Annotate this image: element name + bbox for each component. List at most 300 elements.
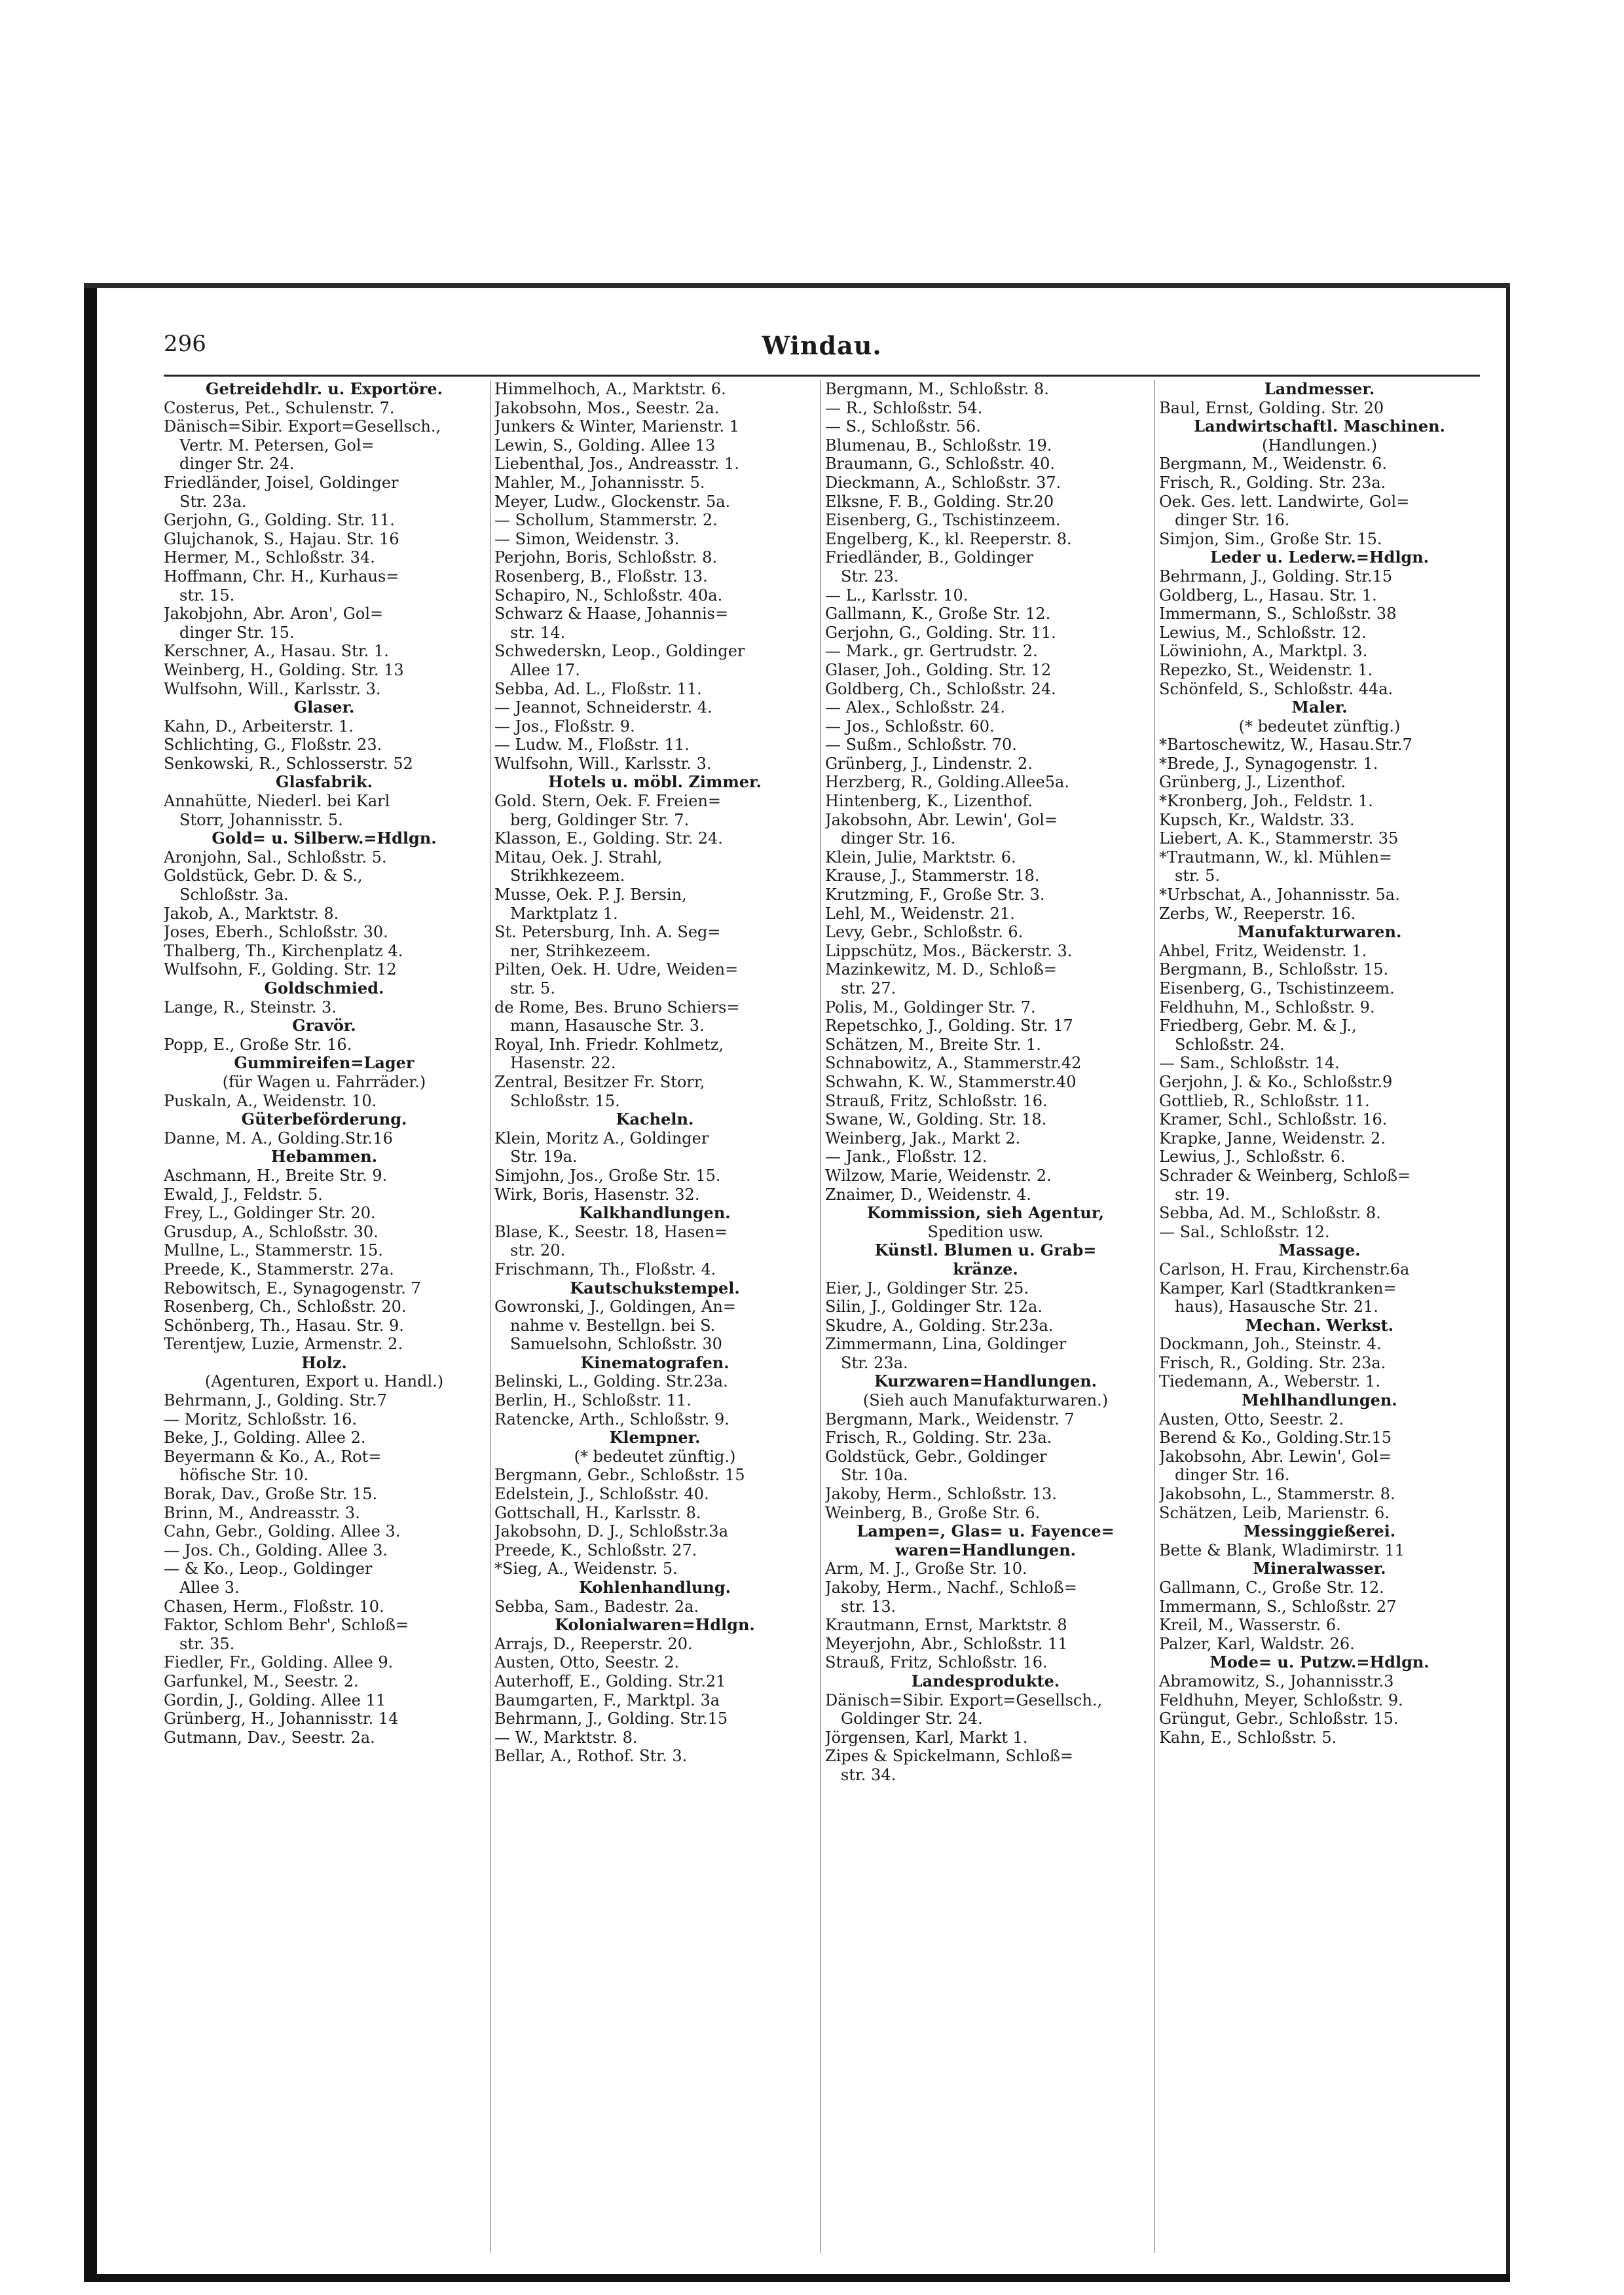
- directory-entry: Blumenau, B., Schloßstr. 19.: [825, 436, 1052, 455]
- entry-continuation: Str. 23.: [841, 567, 899, 586]
- entry-continuation: str. 15.: [179, 586, 235, 605]
- directory-entry: Cahn, Gebr., Golding. Allee 3.: [164, 1522, 401, 1541]
- directory-entry: Frey, L., Goldinger Str. 20.: [164, 1204, 376, 1223]
- entry-continuation: Storr, Johannisstr. 5.: [179, 810, 343, 829]
- directory-entry: Grünberg, H., Johannisstr. 14: [164, 1709, 399, 1728]
- directory-entry: Herzberg, R., Golding.Allee5a.: [825, 773, 1069, 792]
- directory-entry: Garfunkel, M., Seestr. 2.: [164, 1671, 359, 1690]
- entry-continuation: str. 27.: [841, 979, 896, 998]
- directory-entry: Preede, K., Schloßstr. 27.: [494, 1540, 697, 1559]
- entry-continuation: dinger Str. 24.: [179, 455, 295, 474]
- directory-entry: Senkowski, R., Schlosserstr. 52: [164, 754, 413, 773]
- directory-entry: — R., Schloßstr. 54.: [825, 398, 983, 417]
- directory-entry: — Jos., Schloßstr. 60.: [825, 717, 995, 736]
- directory-entry: Faktor, Schlom Behr', Schloß=: [164, 1616, 409, 1635]
- directory-entry: Goldstück, Gebr., Goldinger: [825, 1447, 1047, 1466]
- directory-entry: Lewin, S., Golding. Allee 13: [494, 436, 716, 455]
- directory-entry: Krause, J., Stammerstr. 18.: [825, 867, 1040, 886]
- directory-entry: — Jank., Floßstr. 12.: [825, 1148, 987, 1166]
- directory-entry: Schrader & Weinberg, Schloß=: [1159, 1166, 1411, 1185]
- column-3: [825, 380, 1146, 2253]
- category-heading: Künstl. Blumen u. Grab=: [874, 1241, 1097, 1260]
- directory-entry: Krapke, Janne, Weidenstr. 2.: [1159, 1129, 1386, 1148]
- directory-entry: Kreil, M., Wasserstr. 6.: [1159, 1616, 1341, 1635]
- directory-entry: Liebert, A. K., Stammerstr. 35: [1159, 829, 1399, 848]
- directory-entry: Behrmann, J., Golding. Str.15: [1159, 567, 1393, 586]
- directory-entry: Zentral, Besitzer Fr. Storr,: [494, 1072, 705, 1091]
- directory-entry: Schwederskn, Leop., Goldinger: [494, 642, 745, 661]
- category-heading: Mineralwasser.: [1253, 1559, 1386, 1578]
- category-heading: Kalkhandlungen.: [579, 1204, 731, 1223]
- entry-continuation: Schloßstr. 3a.: [179, 886, 289, 905]
- category-heading: Kacheln.: [616, 1110, 694, 1129]
- directory-entry: Weinberg, Jak., Markt 2.: [825, 1129, 1021, 1148]
- directory-entry: Puskaln, A., Weidenstr. 10.: [164, 1091, 377, 1110]
- category-heading: Landmesser.: [1264, 380, 1375, 398]
- directory-entry: Gerjohn, J. & Ko., Schloßstr.9: [1159, 1072, 1393, 1091]
- directory-entry: — Jos., Floßstr. 9.: [494, 717, 635, 736]
- directory-entry: — Sal., Schloßstr. 12.: [1159, 1222, 1330, 1241]
- directory-entry: Kahn, D., Arbeiterstr. 1.: [164, 717, 354, 736]
- column-1: [164, 380, 485, 2253]
- directory-entry: Zerbs, W., Reeperstr. 16.: [1159, 904, 1356, 923]
- column-4: [1159, 380, 1480, 2253]
- directory-entry: Aronjohn, Sal., Schloßstr. 5.: [164, 848, 387, 867]
- directory-entry: Immermann, S., Schloßstr. 27: [1159, 1597, 1397, 1616]
- directory-entry: Costerus, Pet., Schulenstr. 7.: [164, 398, 395, 417]
- directory-entry: Schapiro, N., Schloßstr. 40a.: [494, 586, 723, 605]
- directory-entry: Jakobsohn, Abr. Lewin', Gol=: [825, 810, 1058, 829]
- directory-entry: Glaser, Joh., Golding. Str. 12: [825, 660, 1052, 679]
- directory-entry: Chasen, Herm., Floßstr. 10.: [164, 1597, 384, 1616]
- category-heading: Klempner.: [609, 1428, 701, 1447]
- directory-entry: Palzer, Karl, Waldstr. 26.: [1159, 1634, 1355, 1653]
- category-heading: Getreidehdlr. u. Exportöre.: [206, 380, 443, 398]
- category-heading: Landesprodukte.: [911, 1671, 1060, 1690]
- category-heading: Mechan. Werkst.: [1245, 1316, 1394, 1335]
- directory-entry: Gallmann, K., Große Str. 12.: [825, 605, 1051, 624]
- directory-entry: Gallmann, C., Große Str. 12.: [1159, 1578, 1384, 1597]
- directory-entry: Jakobsohn, Mos., Seestr. 2a.: [494, 398, 720, 417]
- directory-entry: Weinberg, B., Große Str. 6.: [825, 1503, 1041, 1522]
- directory-entry: — Jos. Ch., Golding. Allee 3.: [164, 1540, 388, 1559]
- directory-entry: Bergmann, M., Weidenstr. 6.: [1159, 455, 1387, 474]
- directory-entry: Behrmann, J., Golding. Str.15: [494, 1709, 728, 1728]
- entry-continuation: str. 34.: [841, 1765, 896, 1784]
- directory-entry: Royal, Inh. Friedr. Kohlmetz,: [494, 1035, 724, 1054]
- directory-entry: Sebba, Sam., Badestr. 2a.: [494, 1597, 699, 1616]
- category-note: (* bedeutet zünftig.): [574, 1447, 736, 1466]
- directory-entry: Strauß, Fritz, Schloßstr. 16.: [825, 1091, 1048, 1110]
- directory-entry: Pilten, Oek. H. Udre, Weiden=: [494, 960, 739, 979]
- directory-entry: Goldberg, Ch., Schloßstr. 24.: [825, 679, 1056, 698]
- directory-entry: Friedländer, Joisel, Goldinger: [164, 473, 399, 492]
- directory-entry: — Alex., Schloßstr. 24.: [825, 698, 1005, 717]
- directory-entry: — Ludw. M., Floßstr. 11.: [494, 736, 690, 755]
- directory-entry: Preede, K., Stammerstr. 27a.: [164, 1259, 394, 1278]
- entry-continuation: str. 35.: [179, 1634, 235, 1653]
- directory-entry: Weinberg, H., Golding. Str. 13: [164, 660, 404, 679]
- directory-entry: Arrajs, D., Reeperstr. 20.: [494, 1634, 693, 1653]
- entry-continuation: Samuelsohn, Schloßstr. 30: [510, 1335, 722, 1354]
- directory-entry: Goldstück, Gebr. D. & S.,: [164, 867, 363, 886]
- directory-entry: Elksne, F. B., Golding. Str.20: [825, 492, 1054, 511]
- directory-entry: Dänisch=Sibir. Export=Gesellsch.,: [164, 417, 441, 436]
- directory-entry: Austen, Otto, Seestr. 2.: [494, 1653, 680, 1672]
- directory-entry: Gordin, J., Golding. Allee 11: [164, 1690, 386, 1709]
- category-heading: Kommission, sieh Agentur,: [866, 1204, 1105, 1223]
- directory-entry: Meyer, Ludw., Glockenstr. 5a.: [494, 492, 731, 511]
- directory-entry: Hintenberg, K., Lizenthof.: [825, 792, 1033, 811]
- directory-entry: Aschmann, H., Breite Str. 9.: [164, 1166, 388, 1185]
- category-note: (Sieh auch Manufakturwaren.): [862, 1391, 1109, 1410]
- directory-entry: Dieckmann, A., Schloßstr. 37.: [825, 473, 1061, 492]
- directory-entry: Bette & Blank, Wladimirstr. 11: [1159, 1540, 1405, 1559]
- directory-entry: — L., Karlsstr. 10.: [825, 586, 969, 605]
- directory-entry: Eier, J., Goldinger Str. 25.: [825, 1278, 1029, 1297]
- entry-continuation: Str. 23a.: [179, 492, 247, 511]
- directory-entry: Bergmann, M., Schloßstr. 8.: [825, 380, 1049, 398]
- page-edge-left: [84, 288, 97, 2279]
- category-note: (Agenturen, Export u. Handl.): [204, 1372, 444, 1391]
- entry-continuation: Allee 17.: [510, 660, 580, 679]
- entry-continuation: dinger Str. 15.: [179, 623, 295, 642]
- category-note: (Handlungen.): [1261, 436, 1378, 455]
- category-note: (für Wagen u. Fahrräder.): [222, 1072, 426, 1091]
- directory-entry: Beyermann & Ko., A., Rot=: [164, 1447, 382, 1466]
- directory-entry: Popp, E., Große Str. 16.: [164, 1035, 352, 1054]
- directory-entry: Krutzming, F., Große Str. 3.: [825, 886, 1045, 905]
- directory-entry: Annahütte, Niederl. bei Karl: [164, 792, 390, 811]
- directory-entry: Beke, J., Golding. Allee 2.: [164, 1428, 366, 1447]
- directory-entry: Znaimer, D., Weidenstr. 4.: [825, 1185, 1032, 1204]
- directory-entry: Terentjew, Luzie, Armenstr. 2.: [164, 1335, 403, 1354]
- directory-entry: Friedländer, B., Goldinger: [825, 548, 1033, 567]
- category-heading: Holz.: [301, 1353, 347, 1372]
- directory-entry: Bergmann, B., Schloßstr. 15.: [1159, 960, 1389, 979]
- category-heading: Massage.: [1278, 1241, 1361, 1260]
- directory-entry: Kramer, Schl., Schloßstr. 16.: [1159, 1110, 1388, 1129]
- directory-entry: *Urbschat, A., Johannisstr. 5a.: [1159, 886, 1400, 905]
- directory-entry: Schätzen, Leib, Marienstr. 6.: [1159, 1503, 1390, 1522]
- directory-entry: Gerjohn, G., Golding. Str. 11.: [164, 511, 395, 530]
- directory-columns: [164, 380, 1480, 2253]
- directory-entry: Polis, M., Goldinger Str. 7.: [825, 998, 1036, 1017]
- entry-continuation: Allee 3.: [179, 1578, 240, 1597]
- page-edge-top: [84, 283, 1510, 288]
- entry-continuation: Marktplatz 1.: [510, 904, 618, 923]
- directory-entry: Danne, M. A., Golding.Str.16: [164, 1129, 393, 1148]
- directory-entry: Glujchanok, S., Hajau. Str. 16: [164, 529, 399, 548]
- category-heading: Glasfabrik.: [275, 773, 373, 792]
- directory-entry: Silin, J., Goldinger Str. 12a.: [825, 1297, 1043, 1316]
- directory-entry: Gutmann, Dav., Seestr. 2a.: [164, 1728, 375, 1747]
- directory-entry: Lewius, M., Schloßstr. 12.: [1159, 623, 1367, 642]
- directory-entry: Grusdup, A., Schloßstr. 30.: [164, 1222, 378, 1241]
- directory-entry: *Trautmann, W., kl. Mühlen=: [1159, 848, 1392, 867]
- category-heading: Mehlhandlungen.: [1242, 1391, 1397, 1410]
- directory-entry: Wilzow, Marie, Weidenstr. 2.: [825, 1166, 1052, 1185]
- directory-entry: Wirk, Boris, Hasenstr. 32.: [494, 1185, 700, 1204]
- directory-entry: Musse, Oek. P. J. Bersin,: [494, 886, 687, 905]
- directory-entry: Lange, R., Steinstr. 3.: [164, 998, 337, 1017]
- category-heading: Hebammen.: [270, 1148, 378, 1166]
- directory-entry: Himmelhoch, A., Marktstr. 6.: [494, 380, 726, 398]
- directory-entry: Frisch, R., Golding. Str. 23a.: [1159, 1353, 1386, 1372]
- directory-entry: *Kronberg, Joh., Feldstr. 1.: [1159, 792, 1373, 811]
- directory-entry: Frisch, R., Golding. Str. 23a.: [1159, 473, 1386, 492]
- directory-entry: Kupsch, Kr., Waldstr. 33.: [1159, 810, 1355, 829]
- directory-entry: Bellar, A., Rothof. Str. 3.: [494, 1747, 688, 1766]
- directory-entry: Lehl, M., Weidenstr. 21.: [825, 904, 1015, 923]
- directory-entry: Gold. Stern, Oek. F. Freien=: [494, 792, 722, 811]
- entry-continuation: str. 20.: [510, 1241, 566, 1260]
- page-edge-right: [1506, 288, 1510, 2279]
- directory-entry: Jakob, A., Marktstr. 8.: [164, 904, 339, 923]
- entry-continuation: höfische Str. 10.: [179, 1466, 309, 1485]
- directory-entry: Jakobsohn, L., Stammerstr. 8.: [1159, 1485, 1395, 1504]
- directory-entry: Jakobsohn, Abr. Lewin', Gol=: [1159, 1447, 1392, 1466]
- directory-entry: Gottlieb, R., Schloßstr. 11.: [1159, 1091, 1370, 1110]
- entry-continuation: Str. 23a.: [841, 1353, 908, 1372]
- directory-entry: Schlichting, G., Floßstr. 23.: [164, 736, 382, 755]
- directory-entry: Schwarz & Haase, Johannis=: [494, 605, 729, 624]
- directory-entry: Klein, Moritz A., Goldinger: [494, 1129, 709, 1148]
- entry-continuation: Str. 10a.: [841, 1466, 908, 1485]
- directory-entry: Oek. Ges. lett. Landwirte, Gol=: [1159, 492, 1410, 511]
- directory-entry: Liebenthal, Jos., Andreasstr. 1.: [494, 455, 739, 474]
- directory-entry: Wulfsohn, F., Golding. Str. 12: [164, 960, 397, 979]
- entry-continuation: str. 13.: [841, 1597, 896, 1616]
- directory-entry: Sebba, Ad. M., Schloßstr. 8.: [1159, 1204, 1381, 1223]
- running-head: Windau.: [762, 331, 882, 360]
- directory-entry: Frisch, R., Golding. Str. 23a.: [825, 1428, 1052, 1447]
- directory-entry: Kahn, E., Schloßstr. 5.: [1159, 1728, 1337, 1747]
- directory-entry: Schönberg, Th., Hasau. Str. 9.: [164, 1316, 404, 1335]
- directory-entry: Carlson, H. Frau, Kirchenstr.6a: [1159, 1259, 1410, 1278]
- directory-entry: Jakoby, Herm., Nachf., Schloß=: [825, 1578, 1077, 1597]
- directory-entry: Strauß, Fritz, Schloßstr. 16.: [825, 1653, 1048, 1672]
- directory-entry: Lewius, J., Schloßstr. 6.: [1159, 1148, 1346, 1166]
- directory-entry: Austen, Otto, Seestr. 2.: [1159, 1409, 1344, 1428]
- category-heading: Gold= u. Silberw.=Hdlgn.: [212, 829, 437, 848]
- directory-entry: Belinski, L., Golding. Str.23a.: [494, 1372, 728, 1391]
- category-heading: Hotels u. möbl. Zimmer.: [548, 773, 762, 792]
- directory-entry: de Rome, Bes. Bruno Schiers=: [494, 998, 740, 1017]
- directory-entry: Abramowitz, S., Johannisstr.3: [1159, 1671, 1394, 1690]
- category-heading: Manufakturwaren.: [1237, 923, 1402, 942]
- directory-entry: Eisenberg, G., Tschistinzeem.: [825, 511, 1061, 530]
- directory-entry: *Brede, J., Synagogenstr. 1.: [1159, 754, 1378, 773]
- directory-entry: Löwiniohn, A., Marktpl. 3.: [1159, 642, 1368, 661]
- page-header: [164, 331, 1480, 370]
- directory-entry: Friedberg, Gebr. M. & J.,: [1159, 1017, 1357, 1036]
- directory-entry: Lippschütz, Mos., Bäckerstr. 3.: [825, 941, 1073, 960]
- directory-entry: Skudre, A., Golding. Str.23a.: [825, 1316, 1054, 1335]
- entry-continuation: str. 5.: [1175, 867, 1220, 886]
- category-heading: Kohlenhandlung.: [578, 1578, 731, 1597]
- entry-continuation: Str. 19a.: [510, 1148, 578, 1166]
- directory-entry: — Mark., gr. Gertrudstr. 2.: [825, 642, 1038, 661]
- entry-continuation: dinger Str. 16.: [841, 829, 956, 848]
- directory-entry: Baul, Ernst, Golding. Str. 20: [1159, 398, 1384, 417]
- page-edge-bottom: [84, 2274, 1510, 2282]
- entry-continuation: ner, Strihkezeem.: [510, 941, 651, 960]
- directory-entry: — Sam., Schloßstr. 14.: [1159, 1054, 1340, 1073]
- directory-entry: Sebba, Ad. L., Floßstr. 11.: [494, 679, 702, 698]
- directory-entry: Rosenberg, B., Floßstr. 13.: [494, 567, 708, 586]
- directory-entry: — Sußm., Schloßstr. 70.: [825, 736, 1017, 755]
- page-number: 296: [164, 331, 206, 357]
- directory-entry: — W., Marktstr. 8.: [494, 1728, 638, 1747]
- directory-entry: Berlin, H., Schloßstr. 11.: [494, 1391, 692, 1410]
- directory-entry: Rosenberg, Ch., Schloßstr. 20.: [164, 1297, 407, 1316]
- directory-entry: Baumgarten, F., Marktpl. 3a: [494, 1690, 720, 1709]
- entry-continuation: Schloßstr. 15.: [510, 1091, 620, 1110]
- category-heading: Mode= u. Putzw.=Hdlgn.: [1209, 1653, 1430, 1672]
- entry-continuation: berg, Goldinger Str. 7.: [510, 810, 690, 829]
- category-heading: Kolonialwaren=Hdlgn.: [555, 1616, 755, 1635]
- directory-entry: Fiedler, Fr., Golding. Allee 9.: [164, 1653, 394, 1672]
- entry-continuation: Goldinger Str. 24.: [841, 1709, 983, 1728]
- category-heading: waren=Handlungen.: [895, 1540, 1076, 1559]
- directory-entry: — Schollum, Stammerstr. 2.: [494, 511, 718, 530]
- directory-entry: Mazinkewitz, M. D., Schloß=: [825, 960, 1057, 979]
- directory-entry: Gottschall, H., Karlsstr. 8.: [494, 1503, 701, 1522]
- directory-entry: *Bartoschewitz, W., Hasau.Str.7: [1159, 736, 1412, 755]
- directory-entry: Klein, Julie, Marktstr. 6.: [825, 848, 1016, 867]
- category-heading: Messinggießerei.: [1243, 1522, 1396, 1541]
- category-heading: Maler.: [1291, 698, 1348, 717]
- directory-entry: Kamper, Karl (Stadtkranken=: [1159, 1278, 1397, 1297]
- directory-entry: Kerschner, A., Hasau. Str. 1.: [164, 642, 389, 661]
- directory-entry: Bergmann, Mark., Weidenstr. 7: [825, 1409, 1075, 1428]
- directory-entry: Perjohn, Boris, Schloßstr. 8.: [494, 548, 718, 567]
- directory-entry: Mahler, M., Johannisstr. 5.: [494, 473, 705, 492]
- directory-entry: Frischmann, Th., Floßstr. 4.: [494, 1259, 716, 1278]
- directory-entry: Wulfsohn, Will., Karlsstr. 3.: [494, 754, 712, 773]
- directory-entry: Krautmann, Ernst, Marktstr. 8: [825, 1616, 1067, 1635]
- directory-entry: Mitau, Oek. J. Strahl,: [494, 848, 663, 867]
- entry-continuation: haus), Hasausche Str. 21.: [1175, 1297, 1378, 1316]
- entry-continuation: Hasenstr. 22.: [510, 1054, 616, 1073]
- directory-entry: Jakobsohn, D. J., Schloßstr.3a: [494, 1522, 729, 1541]
- directory-entry: Immermann, S., Schloßstr. 38: [1159, 605, 1397, 624]
- category-heading: Lampen=, Glas= u. Fayence=: [857, 1522, 1115, 1541]
- directory-entry: — Simon, Weidenstr. 3.: [494, 529, 680, 548]
- directory-entry: Arm, M. J., Große Str. 10.: [825, 1559, 1027, 1578]
- directory-entry: Ratencke, Arth., Schloßstr. 9.: [494, 1409, 729, 1428]
- column-2: [494, 380, 815, 2253]
- directory-entry: Mullne, L., Stammerstr. 15.: [164, 1241, 383, 1260]
- category-heading: Kautschukstempel.: [570, 1278, 740, 1297]
- category-heading: Kurzwaren=Handlungen.: [874, 1372, 1098, 1391]
- directory-entry: *Sieg, A., Weidenstr. 5.: [494, 1559, 678, 1578]
- directory-entry: St. Petersburg, Inh. A. Seg=: [494, 923, 721, 942]
- directory-entry: Ahbel, Fritz, Weidenstr. 1.: [1159, 941, 1367, 960]
- directory-entry: Simjohn, Jos., Große Str. 15.: [494, 1166, 721, 1185]
- directory-entry: Dockmann, Joh., Steinstr. 4.: [1159, 1335, 1382, 1354]
- category-note: (* bedeutet zünftig.): [1238, 717, 1401, 736]
- entry-continuation: Strikhkezeem.: [510, 867, 625, 886]
- directory-entry: Schönfeld, S., Schloßstr. 44a.: [1159, 679, 1393, 698]
- directory-entry: Hermer, M., Schloßstr. 34.: [164, 548, 375, 567]
- category-heading: Gummireifen=Lager: [234, 1054, 415, 1073]
- directory-entry: Repetschko, J., Golding. Str. 17: [825, 1017, 1073, 1036]
- directory-entry: Feldhuhn, M., Schloßstr. 9.: [1159, 998, 1375, 1017]
- directory-entry: Zipes & Spickelmann, Schloß=: [825, 1747, 1074, 1766]
- directory-entry: Hoffmann, Chr. H., Kurhaus=: [164, 567, 399, 586]
- directory-entry: Rebowitsch, E., Synagogenstr. 7: [164, 1278, 421, 1297]
- directory-entry: Zimmermann, Lina, Goldinger: [825, 1335, 1067, 1354]
- category-heading: Güterbeförderung.: [241, 1110, 407, 1129]
- directory-entry: Schätzen, M., Breite Str. 1.: [825, 1035, 1041, 1054]
- directory-entry: Brinn, M., Andreasstr. 3.: [164, 1503, 360, 1522]
- entry-continuation: Schloßstr. 24.: [1175, 1035, 1285, 1054]
- directory-entry: Engelberg, K., kl. Reeperstr. 8.: [825, 529, 1072, 548]
- directory-entry: Klasson, E., Golding. Str. 24.: [494, 829, 723, 848]
- directory-entry: Jakoby, Herm., Schloßstr. 13.: [825, 1485, 1057, 1504]
- category-note: Spedition usw.: [927, 1222, 1044, 1241]
- directory-entry: Jörgensen, Karl, Markt 1.: [825, 1728, 1028, 1747]
- directory-entry: Gerjohn, G., Golding. Str. 11.: [825, 623, 1056, 642]
- category-heading: Goldschmied.: [264, 979, 384, 998]
- entry-continuation: dinger Str. 16.: [1175, 511, 1290, 530]
- directory-entry: Grünberg, J., Lizenthof.: [1159, 773, 1346, 792]
- entry-continuation: str. 19.: [1175, 1185, 1230, 1204]
- directory-entry: Feldhuhn, Meyer, Schloßstr. 9.: [1159, 1690, 1403, 1709]
- category-heading: Glaser.: [293, 698, 355, 717]
- directory-entry: — & Ko., Leop., Goldinger: [164, 1559, 373, 1578]
- directory-entry: Levy, Gebr., Schloßstr. 6.: [825, 923, 1024, 942]
- directory-entry: Schnabowitz, A., Stammerstr.42: [825, 1054, 1082, 1073]
- entry-continuation: nahme v. Bestellgn. bei S.: [510, 1316, 716, 1335]
- directory-entry: Jakobjohn, Abr. Aron', Gol=: [164, 605, 384, 624]
- directory-entry: Simjon, Sim., Große Str. 15.: [1159, 529, 1382, 548]
- directory-entry: Tiedemann, A., Weberstr. 1.: [1159, 1372, 1380, 1391]
- directory-entry: Grüngut, Gebr., Schloßstr. 15.: [1159, 1709, 1399, 1728]
- directory-entry: Meyerjohn, Abr., Schloßstr. 11: [825, 1634, 1068, 1653]
- directory-entry: Blase, K., Seestr. 18, Hasen=: [494, 1222, 728, 1241]
- directory-entry: Grünberg, J., Lindenstr. 2.: [825, 754, 1033, 773]
- entry-continuation: str. 14.: [510, 623, 566, 642]
- category-heading: Kinematografen.: [580, 1353, 729, 1372]
- directory-entry: Edelstein, J., Schloßstr. 40.: [494, 1485, 709, 1504]
- directory-entry: Goldberg, L., Hasau. Str. 1.: [1159, 586, 1377, 605]
- directory-entry: Borak, Dav., Große Str. 15.: [164, 1485, 378, 1504]
- category-heading: Leder u. Lederw.=Hdlgn.: [1209, 548, 1430, 567]
- directory-entry: Thalberg, Th., Kirchenplatz 4.: [164, 941, 403, 960]
- entry-continuation: str. 5.: [510, 979, 555, 998]
- directory-entry: Junkers & Winter, Marienstr. 1: [494, 417, 740, 436]
- category-heading: Landwirtschaftl. Maschinen.: [1194, 417, 1445, 436]
- directory-entry: Braumann, G., Schloßstr. 40.: [825, 455, 1056, 474]
- category-heading: kränze.: [953, 1259, 1018, 1278]
- entry-continuation: dinger Str. 16.: [1175, 1466, 1290, 1485]
- directory-entry: Joses, Eberh., Schloßstr. 30.: [164, 923, 388, 942]
- directory-entry: Gowronski, J., Goldingen, An=: [494, 1297, 736, 1316]
- directory-entry: — S., Schloßstr. 56.: [825, 417, 981, 436]
- directory-entry: Behrmann, J., Golding. Str.7: [164, 1391, 387, 1410]
- directory-entry: Auterhoff, E., Golding. Str.21: [494, 1671, 726, 1690]
- directory-entry: — Jeannot, Schneiderstr. 4.: [494, 698, 712, 717]
- directory-entry: Eisenberg, G., Tschistinzeem.: [1159, 979, 1395, 998]
- directory-entry: Berend & Ko., Golding.Str.15: [1159, 1428, 1392, 1447]
- directory-entry: Schwahn, K. W., Stammerstr.40: [825, 1072, 1077, 1091]
- entry-continuation: Vertr. M. Petersen, Gol=: [179, 436, 375, 455]
- directory-entry: Bergmann, Gebr., Schloßstr. 15: [494, 1466, 745, 1485]
- header-rule: [164, 375, 1480, 377]
